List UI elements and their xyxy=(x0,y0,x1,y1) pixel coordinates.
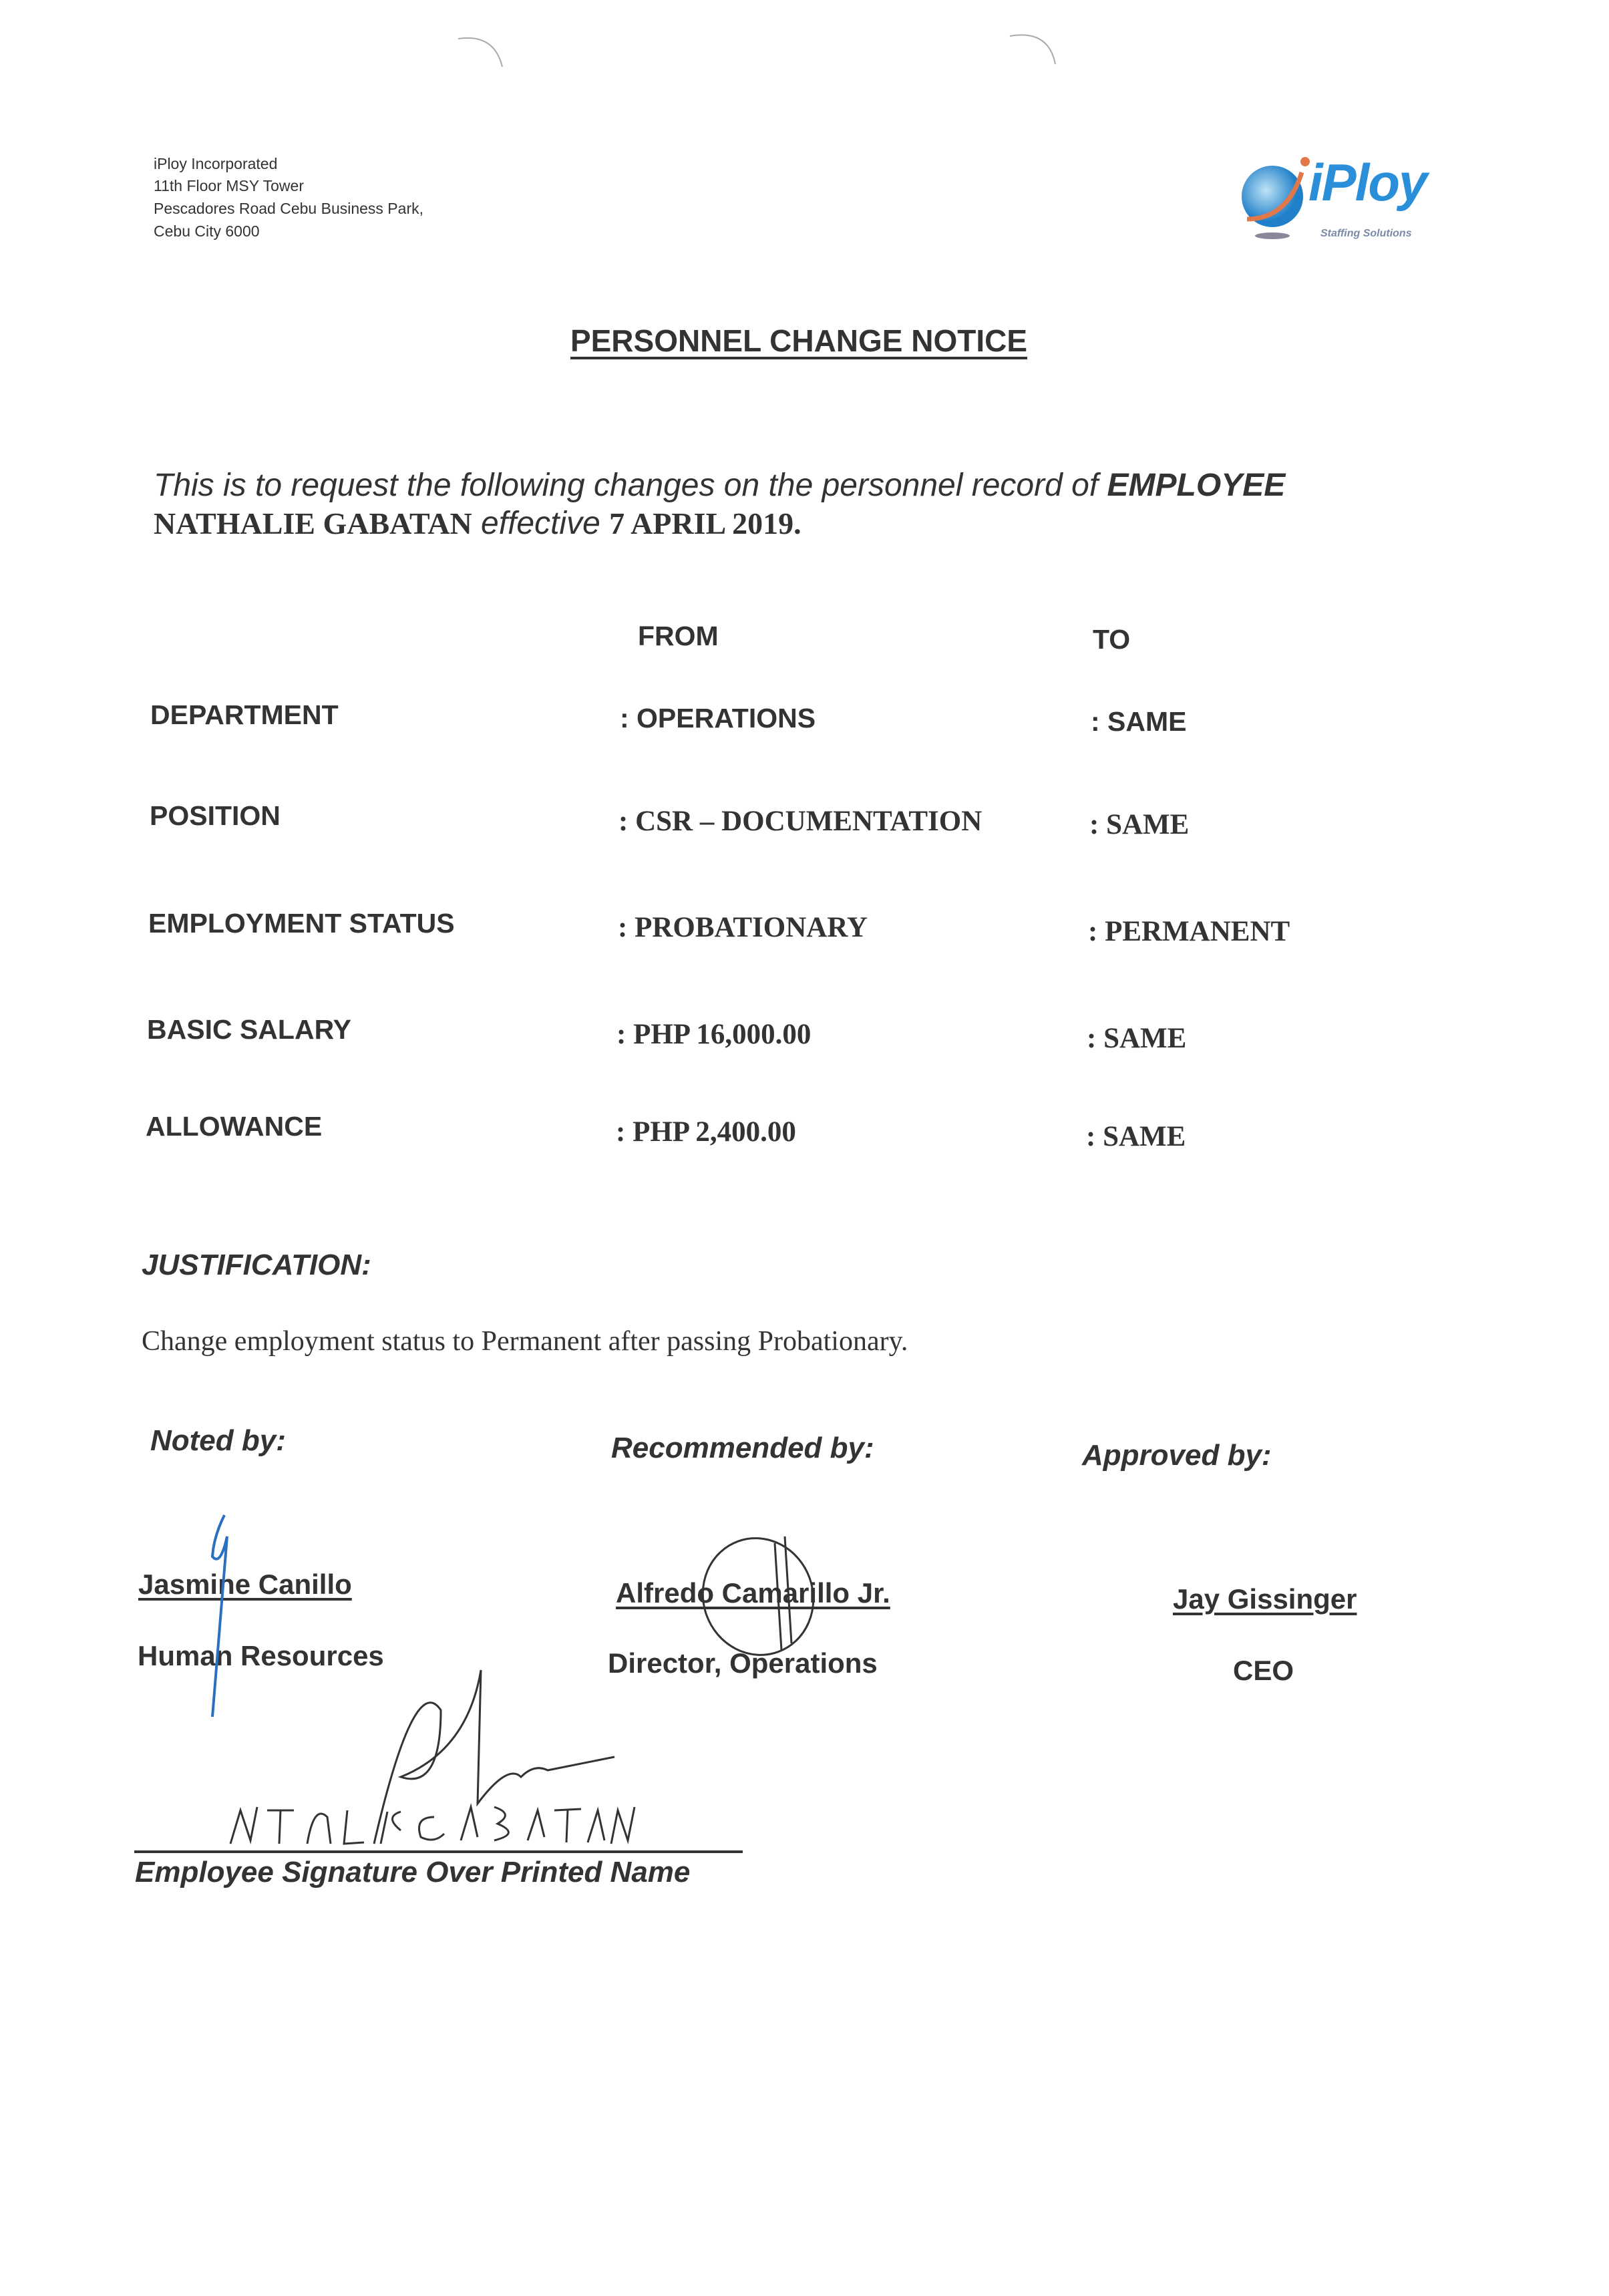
from-header: FROM xyxy=(638,621,719,651)
from-value: : PHP 2,400.00 xyxy=(616,1116,796,1148)
from-value: : PROBATIONARY xyxy=(618,912,868,943)
signatory-name: Jasmine Canillo xyxy=(138,1569,352,1600)
row-label: ALLOWANCE xyxy=(146,1111,323,1142)
signature-jasmine xyxy=(212,1515,227,1717)
from-value: : PHP 16,000.00 xyxy=(616,1019,812,1050)
justification-heading: JUSTIFICATION: xyxy=(142,1249,371,1281)
row-label: POSITION xyxy=(150,800,281,831)
caption: Noted by: xyxy=(150,1424,286,1457)
signatory-name: Alfredo Camarillo Jr. xyxy=(616,1577,890,1609)
intro-text: This is to request the following changes on the personnel record of xyxy=(154,468,1107,503)
signatory-name: Jay Gissinger xyxy=(1173,1583,1357,1615)
row-label: BASIC SALARY xyxy=(147,1014,351,1045)
from-value: : CSR – DOCUMENTATION xyxy=(618,806,982,837)
intro-employee: EMPLOYEE xyxy=(1107,468,1286,503)
to-value: : SAME xyxy=(1087,1023,1187,1054)
signature-employee xyxy=(230,1670,635,1844)
signatory-role: Human Resources xyxy=(138,1640,384,1671)
to-value: : SAME xyxy=(1089,809,1190,840)
logo-tagline: Staffing Solutions xyxy=(1320,228,1412,239)
row-label: DEPARTMENT xyxy=(150,699,339,730)
logo-text: iPloy xyxy=(1308,153,1427,212)
to-value: : SAME xyxy=(1086,1121,1186,1152)
to-header: TO xyxy=(1093,624,1131,655)
caption: Recommended by: xyxy=(611,1432,874,1464)
to-value: : PERMANENT xyxy=(1088,916,1290,947)
from-value: : OPERATIONS xyxy=(620,703,816,733)
signatory-role: Director, Operations xyxy=(608,1647,878,1679)
row-label: EMPLOYMENT STATUS xyxy=(148,908,455,939)
intro-text: effective xyxy=(472,506,610,541)
caption: Approved by: xyxy=(1082,1439,1272,1472)
signature-alfredo xyxy=(687,1522,830,1670)
employee-name: NATHALIE GABATAN xyxy=(154,506,472,540)
address-line: 11th Floor MSY Tower xyxy=(154,177,304,194)
effective-date: 7 APRIL 2019. xyxy=(609,506,801,540)
address-line: iPloy Incorporated xyxy=(154,155,278,172)
employee-signature-caption: Employee Signature Over Printed Name xyxy=(135,1856,691,1889)
address-line: Cebu City 6000 xyxy=(154,222,260,240)
justification-text: Change employment status to Permanent after passing Probationary. xyxy=(142,1326,908,1357)
signatory-role: CEO xyxy=(1233,1655,1294,1686)
to-value: : SAME xyxy=(1091,706,1187,737)
document-title: PERSONNEL CHANGE NOTICE xyxy=(570,323,1028,358)
address-line: Pescadores Road Cebu Business Park, xyxy=(154,200,423,217)
